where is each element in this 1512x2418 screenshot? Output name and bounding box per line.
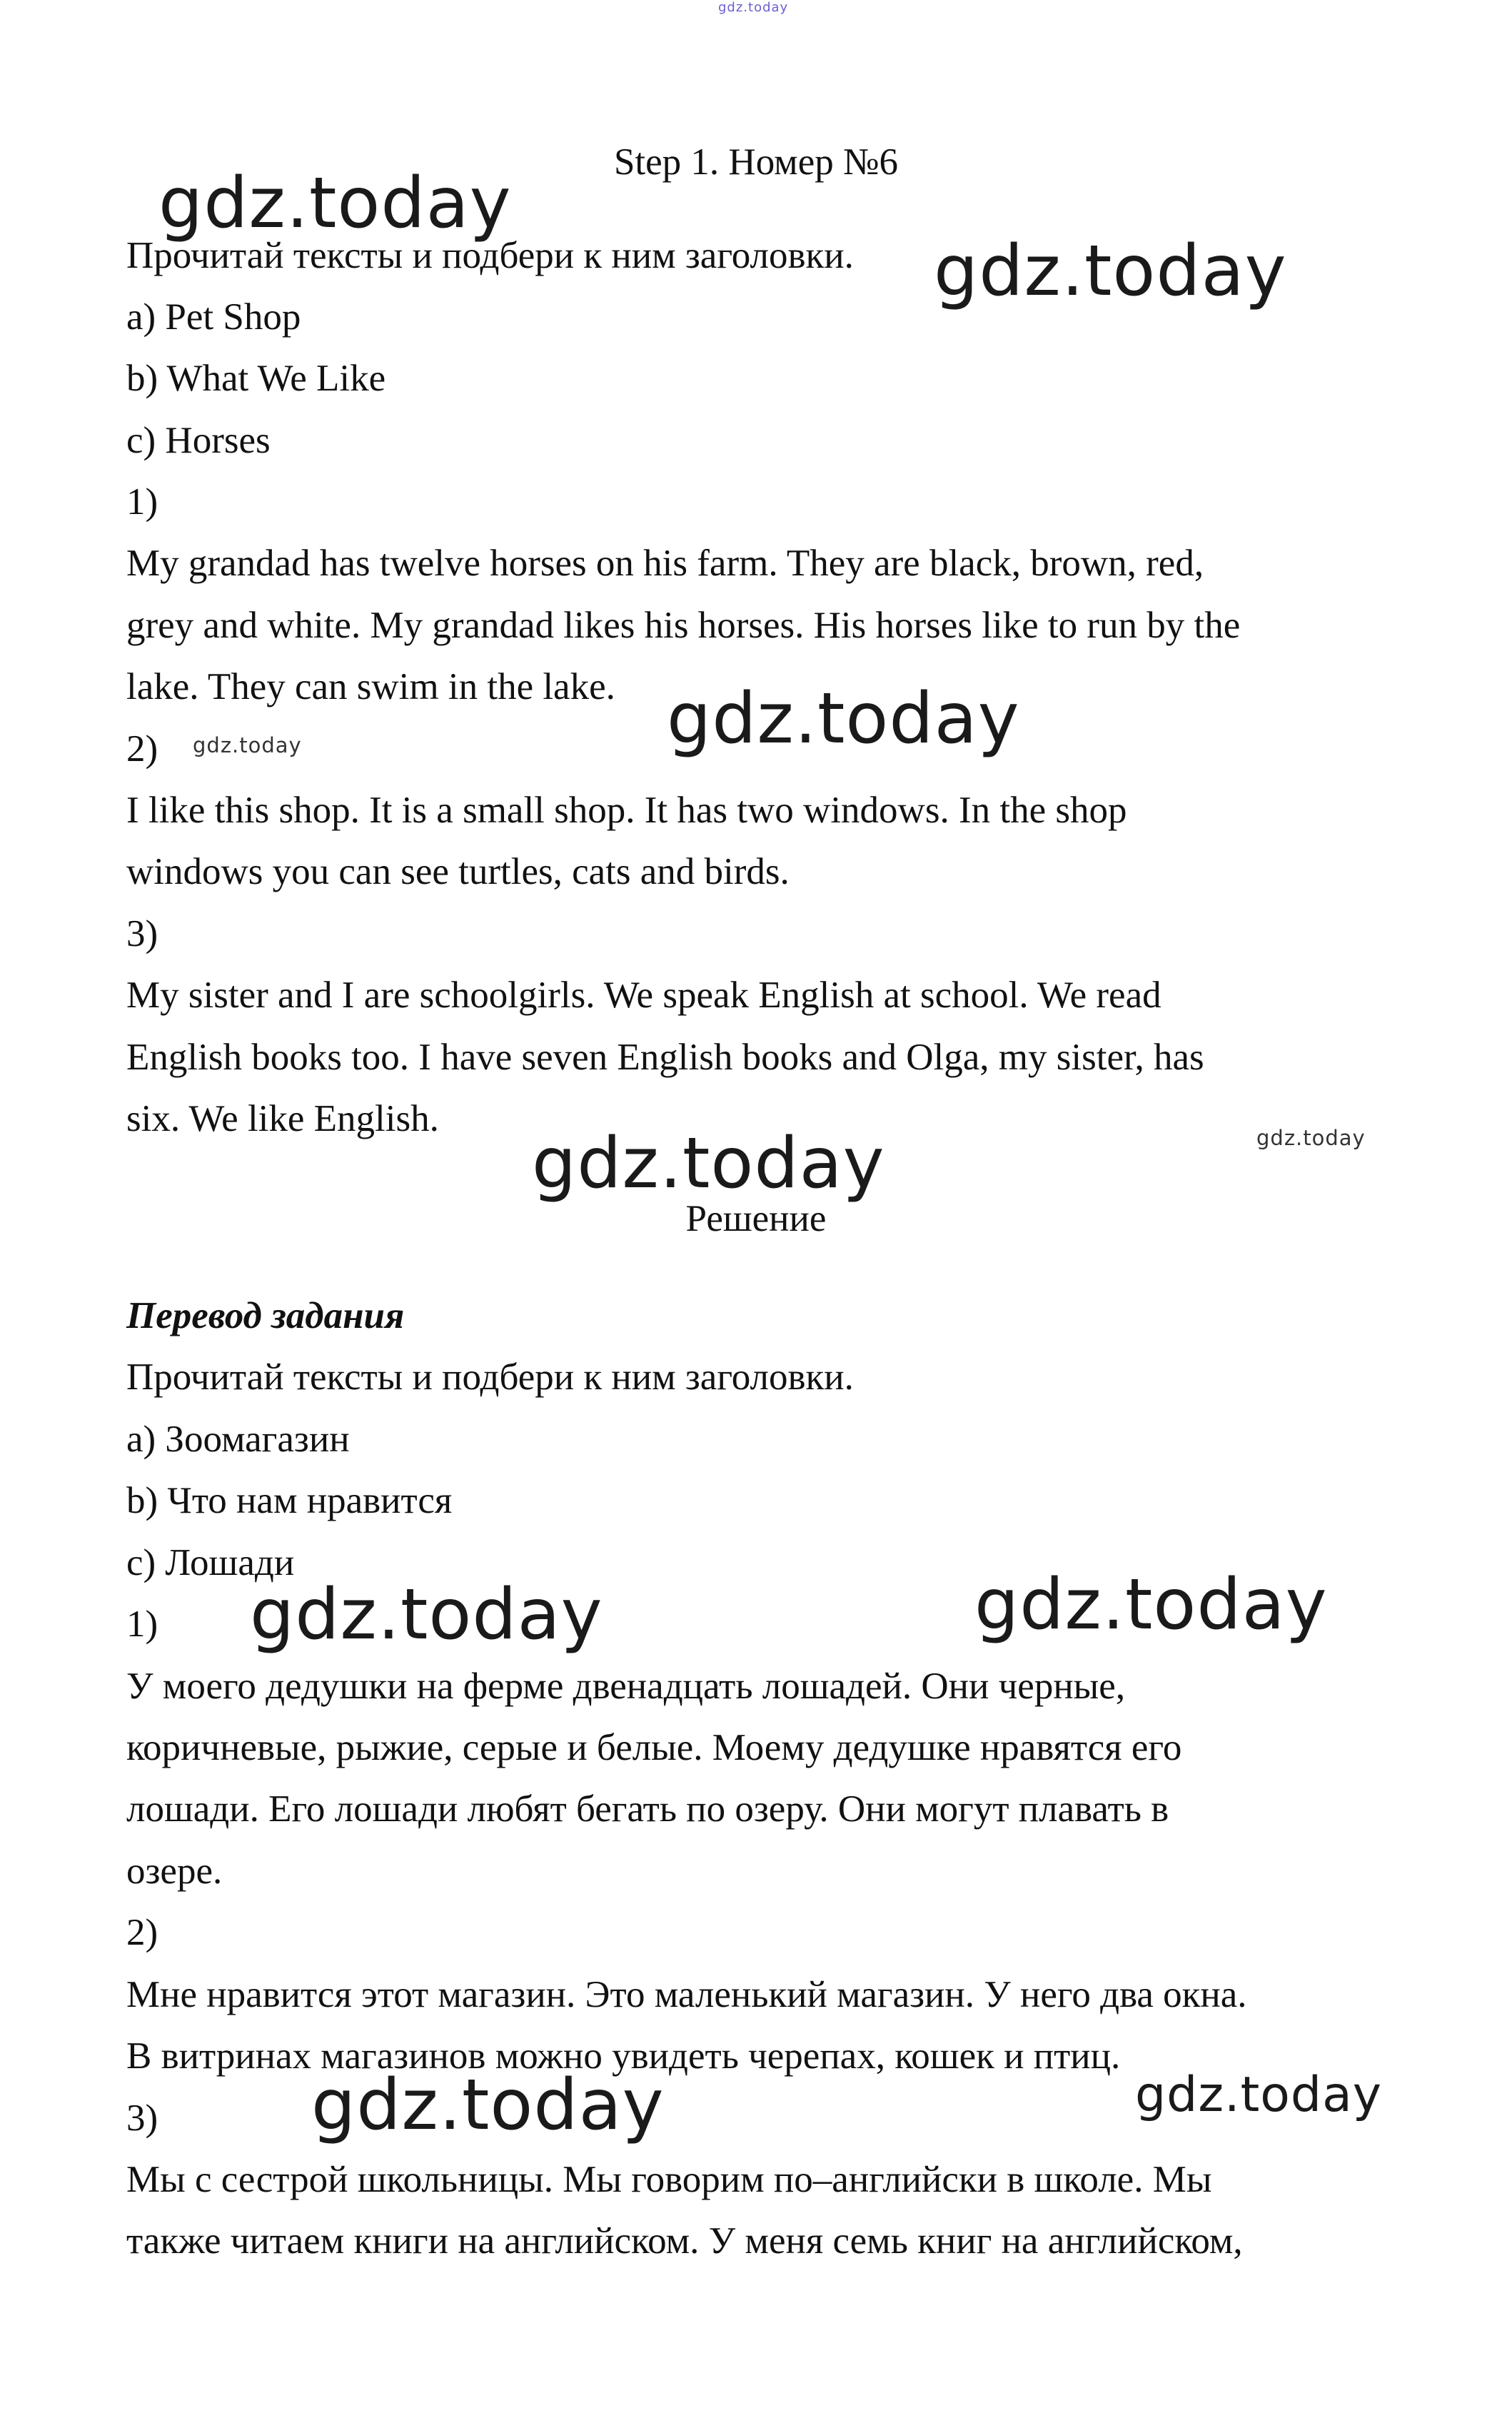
- solution-text1-line: коричневые, рыжие, серые и белые. Моему дедушке нравятся его: [126, 1727, 1182, 1768]
- option-a: a) Pet Shop: [126, 296, 301, 338]
- watermark: gdz.today: [934, 231, 1287, 312]
- solution-text1-line: лошади. Его лошади любят бегать по озеру. Они могут плавать в: [126, 1788, 1169, 1830]
- watermark: gdz.today: [158, 163, 512, 244]
- solution-text1-line: У моего дедушки на ферме двенадцать лошадей. Они черные,: [126, 1666, 1126, 1707]
- watermark-top: gdz.today: [718, 0, 789, 15]
- text1-line: grey and white. My grandad likes his horses. His horses like to run by the: [126, 605, 1241, 646]
- solution-instruction: Прочитай тексты и подбери к ним заголовки.: [126, 1356, 854, 1398]
- option-b: b) What We Like: [126, 358, 386, 399]
- watermark: gdz.today: [193, 733, 302, 757]
- text3-line: six. We like English.: [126, 1098, 439, 1139]
- solution-text3-number: 3): [126, 2097, 158, 2139]
- watermark: gdz.today: [532, 1123, 885, 1204]
- solution-heading: Решение: [685, 1198, 827, 1239]
- text1-line: lake. They can swim in the lake.: [126, 666, 615, 707]
- solution-text2-line: В витринах магазинов можно увидеть черепах, кошек и птиц.: [126, 2035, 1121, 2077]
- watermark: gdz.today: [1256, 1126, 1366, 1150]
- text2-line: I like this shop. It is a small shop. It has two windows. In the shop: [126, 790, 1127, 831]
- text3-line: My sister and I are schoolgirls. We speak English at school. We read: [126, 974, 1161, 1016]
- text2-number: 2): [126, 728, 158, 770]
- solution-option-a: a) Зоомагазин: [126, 1419, 350, 1460]
- text1-number: 1): [126, 481, 158, 523]
- watermark: gdz.today: [667, 678, 1020, 760]
- text2-line: windows you can see turtles, cats and birds.: [126, 851, 790, 892]
- text1-line: My grandad has twelve horses on his farm. They are black, brown, red,: [126, 543, 1204, 584]
- solution-text3-line: Мы с сестрой школьницы. Мы говорим по–английски в школе. Мы: [126, 2159, 1212, 2200]
- text3-number: 3): [126, 913, 158, 954]
- solution-text1-line: озере.: [126, 1850, 223, 1892]
- translation-heading: Перевод задания: [126, 1295, 405, 1336]
- page-title: Step 1. Номер №6: [613, 141, 899, 183]
- text3-line: English books too. I have seven English books and Olga, my sister, has: [126, 1037, 1204, 1078]
- watermark: gdz.today: [311, 2065, 665, 2146]
- solution-option-b: b) Что нам нравится: [126, 1480, 453, 1521]
- task-instruction: Прочитай тексты и подбери к ним заголовки.: [126, 235, 854, 276]
- solution-text1-number: 1): [126, 1603, 158, 1645]
- watermark: gdz.today: [1135, 2067, 1382, 2123]
- watermark: gdz.today: [250, 1574, 603, 1656]
- solution-option-c: c) Лошади: [126, 1542, 295, 1583]
- watermark: gdz.today: [974, 1564, 1328, 1646]
- solution-text2-number: 2): [126, 1912, 158, 1953]
- solution-text2-line: Мне нравится этот магазин. Это маленький магазин. У него два окна.: [126, 1974, 1247, 2015]
- option-c: c) Horses: [126, 420, 271, 461]
- solution-text3-line: также читаем книги на английском. У меня семь книг на английском,: [126, 2220, 1243, 2262]
